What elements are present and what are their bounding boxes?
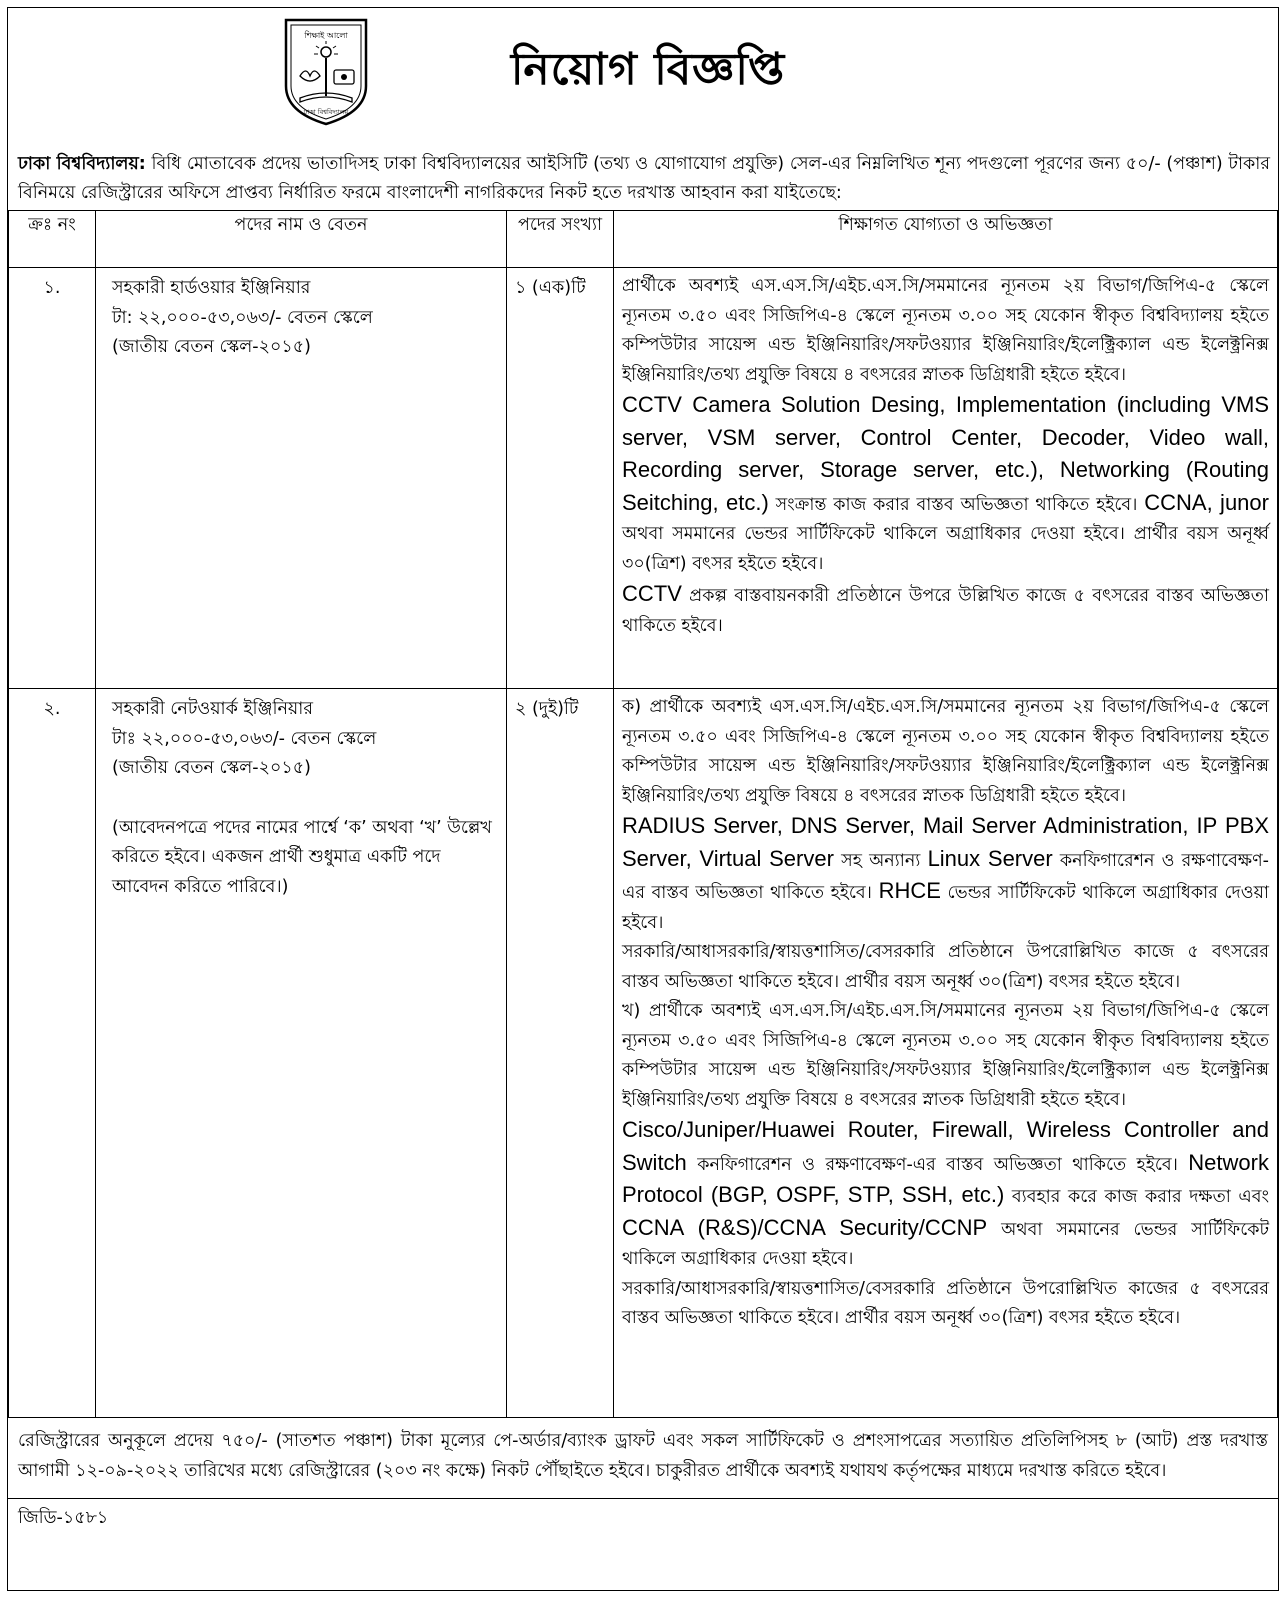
post-scale: (জাতীয় বেতন স্কেল-২০১৫) (112, 337, 311, 357)
post-scale: (জাতীয় বেতন স্কেল-২০১৫) (112, 758, 311, 778)
req-ka-education: ক) প্রার্থীকে অবশ্যই এস.এস.সি/এইচ.এস.সি/সমমানের ন্যূনতম ২য় বিভাগ/জিপিএ-৫ স্কেলে ন্যূনতম ৩.৫০ এবং সিজিপিএ-৪ স্কেলে ন্যূনতম ৩.০০ সহ যেকোন স্বীকৃত বিশ্ববিদ্যালয় হইতে কম্পিউটার সায়েন্স এন্ড ইঞ্জিনিয়ারিং/সফটওয়্যার ইঞ্জিনিয়ারিং/ইলেক্ট্রিক্যাল এন্ড ইলেক্ট্রনিক্স ইঞ্জিনিয়ারিং/তথ্য প্রযুক্তি বিষয়ে ৪ বৎসরের স্নাতক ডিগ্রিধারী হইতে হইবে। (622, 697, 1269, 806)
col-header-serial: ক্রঃ নং (9, 211, 96, 268)
req-education: প্রার্থীকে অবশ্যই এস.এস.সি/এইচ.এস.সি/সমমানের ন্যূনতম ২য় বিভাগ/জিপিএ-৫ স্কেলে ন্যূনতম ৩.৫০ এবং সিজিপিএ-৪ স্কেলে ন্যূনতম ৩.০০ সহ যেকোন স্বীকৃত বিশ্ববিদ্যালয় হইতে কম্পিউটার সায়েন্স এন্ড ইঞ্জিনিয়ারিং/সফটওয়্যার ইঞ্জিনিয়ারিং/ইলেক্ট্রিক্যাল এন্ড ইলেক্ট্রনিক্স ইঞ্জিনিয়ারিং/তথ্য প্রযুক্তি বিষয়ে ৪ বৎসরের স্নাতক ডিগ্রিধারী হইতে হইবে। (622, 276, 1269, 385)
req-kha-age: সরকারি/আধাসরকারি/স্বায়ত্তশাসিত/বেসরকারি প্রতিষ্ঠানে উপরোল্লিখিত কাজের ৫ বৎসরের বাস্তব অভিজ্ঞতা থাকিতে হইবে। প্রার্থীর বয়স অনূর্ধ্ব ৩০(ত্রিশ) বৎসর হইতে হইবে। (622, 1278, 1269, 1328)
post-title: সহকারী নেটওয়ার্ক ইঞ্জিনিয়ার (112, 699, 313, 719)
logo-motto: শিক্ষাই আলো (304, 31, 348, 40)
row-requirements (614, 268, 1278, 689)
table-header-row (9, 211, 1278, 268)
req-kha-education: খ) প্রার্থীকে অবশ্যই এস.এস.সি/এইচ.এস.সি/সমমানের ন্যূনতম ২য় বিভাগ/জিপিএ-৫ স্কেলে ন্যূনতম ৩.৫০ এবং সিজিপিএ-৪ স্কেলে ন্যূনতম ৩.০০ সহ যেকোন স্বীকৃত বিশ্ববিদ্যালয় হইতে কম্পিউটার সায়েন্স এন্ড ইঞ্জিনিয়ারিং/সফটওয়্যার ইঞ্জিনিয়ারিং/ইলেক্ট্রিক্যাল এন্ড ইলেক্ট্রনিক্স ইঞ্জিনিয়ারিং/তথ্য প্রযুক্তি বিষয়ে ৪ বৎসরের স্নাতক ডিগ্রিধারী হইতে হইবে। (622, 1001, 1269, 1110)
req-cctv: CCTV প্রকল্প বাস্তবায়নকারী প্রতিষ্ঠানে উপরে উল্লিখিত কাজে ৫ বৎসরের বাস্তব অভিজ্ঞতা থাকিতে হইবে। (622, 581, 1269, 636)
logo-name: ঢাকা বিশ্ববিদ্যালয় (303, 108, 349, 116)
row-post (96, 268, 507, 689)
req-ka-age: সরকারি/আধাসরকারি/স্বায়ত্তশাসিত/বেসরকারি প্রতিষ্ঠানে উপরোল্লিখিত কাজে ৫ বৎসরের বাস্তব অভিজ্ঞতা থাকিতে হইবে। প্রার্থীর বয়স অনূর্ধ্ব ৩০(ত্রিশ) বৎসর হইতে হইবে। (622, 942, 1269, 992)
university-logo (278, 16, 374, 128)
row-count: ১ (এক)টি (507, 268, 614, 689)
col-header-requirements: শিক্ষাগত যোগ্যতা ও অভিজ্ঞতা (614, 211, 1278, 268)
notice-page (7, 7, 1279, 1591)
req-experience: CCTV Camera Solution Desing, Implementation (including VMS server, VSM server, Control Center, Decoder, Video wall, Recording server, Storage server, etc.), Networking (Routing Seitching, etc.) সংক্রান্ত কাজ করার বাস্তব অভিজ্ঞতা থাকিতে হইবে। CCNA, junor অথবা সমমানের ভেন্ডর সার্টিফিকেট থাকিলে অগ্রাধিকার দেওয়া হইবে। প্রার্থীর বয়স অনূর্ধ্ব ৩০(ত্রিশ) বৎসর হইতে হইবে। (622, 392, 1269, 574)
intro-paragraph (8, 150, 1278, 208)
page-title: নিয়োগ বিজ্ঞপ্তি (510, 44, 786, 95)
intro-org: ঢাকা বিশ্ববিদ্যালয়: (18, 154, 146, 174)
post-note: (আবেদনপত্রে পদের নামের পার্শ্বে ‘ক’ অথবা ‘খ’ উল্লেখ করিতে হইবে। একজন প্রার্থী শুধুমাত্র একটি পদে আবেদন করিতে পারিবে।) (112, 817, 492, 897)
table-row (9, 689, 1278, 1418)
intro-text: বিধি মোতাবেক প্রদেয় ভাতাদিসহ ঢাকা বিশ্ববিদ্যালয়ের আইসিটি (তথ্য ও যোগাযোগ প্রযুক্তি) সেল-এর নিম্নলিখিত শূন্য পদগুলো পূরণের জন্য ৫০/- (পঞ্চাশ) টাকার বিনিময়ে রেজিস্ট্রারের অফিসে প্রাপ্তব্য নির্ধারিত ফরমে বাংলাদেশী নাগরিকদের নিকট হতে দরখাস্ত আহবান করা যাইতেছে: (18, 154, 1270, 203)
table-row (9, 268, 1278, 689)
row-requirements (614, 689, 1278, 1418)
row-count: ২ (দুই)টি (507, 689, 614, 1418)
post-salary: টা: ২২,০০০-৫৩,০৬৩/- বেতন স্কেলে (112, 307, 373, 328)
req-ka-experience: RADIUS Server, DNS Server, Mail Server Administration, IP PBX Server, Virtual Server সহ অন্যান্য Linux Server কনফিগারেশন ও রক্ষণাবেক্ষণ-এর বাস্তব অভিজ্ঞতা থাকিতে হইবে। RHCE ভেন্ডর সার্টিফিকেট থাকিলে অগ্রাধিকার দেওয়া হইবে। (622, 813, 1269, 933)
post-salary: টাঃ ২২,০০০-৫৩,০৬৩/- বেতন স্কেলে (112, 728, 377, 749)
req-kha-experience: Cisco/Juniper/Huawei Router, Firewall, Wireless Controller and Switch কনফিগারেশন ও রক্ষণাবেক্ষণ-এর বাস্তব অভিজ্ঞতা থাকিতে হইবে। Network Protocol (BGP, OSPF, STP, SSH, etc.) ব্যবহার করে কাজ করার দক্ষতা এবং CCNA (R&S)/CCNA Security/CCNP অথবা সমমানের ভেন্ডর সার্টিফিকেট থাকিলে অগ্রাধিকার দেওয়া হইবে। (622, 1117, 1269, 1269)
row-post (96, 689, 507, 1418)
vacancy-table (8, 210, 1278, 1418)
row-serial: ২. (9, 689, 96, 1418)
col-header-post: পদের নাম ও বেতন (96, 211, 507, 268)
gd-number: জিডি-১৫৮১ (8, 1498, 1278, 1540)
post-title: সহকারী হার্ডওয়ার ইঞ্জিনিয়ার (112, 278, 311, 298)
row-serial: ১. (9, 268, 96, 689)
notice-header (8, 8, 1278, 150)
footer-instructions: রেজিস্ট্রারের অনুকূলে প্রদেয় ৭৫০/- (সাতশত পঞ্চাশ) টাকা মূল্যের পে-অর্ডার/ব্যাংক ড্রাফট এবং সকল সার্টিফিকেট ও প্রশংসাপত্রের সত্যায়িত প্রতিলিপিসহ ৮ (আট) প্রস্ত দরখাস্ত আগামী ১২-০৯-২০২২ তারিখের মধ্যে রেজিস্ট্রারের (২০৩ নং কক্ষে) নিকট পৌঁছাইতে হইবে। চাকুরীরত প্রার্থীকে অবশ্যই যথাযথ কর্তৃপক্ষের মাধ্যমে দরখাস্ত করিতে হইবে। (18, 1431, 1268, 1481)
col-header-count: পদের সংখ্যা (507, 211, 614, 268)
